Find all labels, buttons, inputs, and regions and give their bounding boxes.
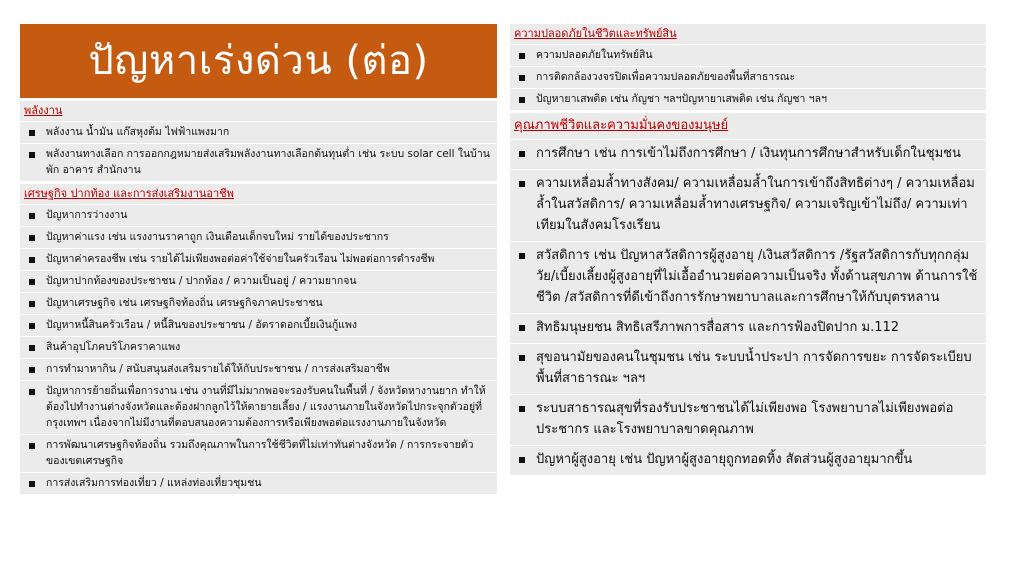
slide-title: ปัญหาเร่งด่วน (ต่อ) (20, 24, 497, 98)
left-column (20, 101, 497, 497)
square-bullet-icon (519, 406, 525, 412)
right-column (510, 24, 986, 478)
list-item: พลังงานทางเลือก การออกกฎหมายส่งเสริมพลังงานทางเลือกต้นทุนต่ำ เช่น ระบบ solar cell ในบ้านพัก อาคาร สำนักงาน (20, 144, 497, 181)
square-bullet-icon (29, 323, 35, 329)
list-item: การติดกล้องวงจรปิดเพื่อความปลอดภัยของพื้นที่สาธารณะ (510, 67, 986, 88)
list-item: ปัญหาผู้สูงอายุ เช่น ปัญหาผู้สูงอายุถูกทอดทิ้ง สัดส่วนผู้สูงอายุมากขึ้น (510, 446, 986, 475)
list-item: การศึกษา เช่น การเข้าไม่ถึงการศึกษา / เงินทุนการศึกษาสำหรับเด็กในชุมชน (510, 140, 986, 169)
economy-section (20, 184, 497, 494)
square-bullet-icon (519, 151, 525, 157)
square-bullet-icon (519, 457, 525, 463)
square-bullet-icon (29, 235, 35, 241)
square-bullet-icon (519, 181, 525, 187)
list-item: ปัญหายาเสพติด เช่น กัญชา ฯลฯปัญหายาเสพติด เช่น กัญชา ฯลฯ (510, 89, 986, 110)
list-item: ปัญหาค่าครองชีพ เช่น รายได้ไม่เพียงพอต่อค่าใช้จ่ายในครัวเรือน ไม่พอต่อการดำรงชีพ (20, 249, 497, 270)
quality-of-life-section (510, 113, 986, 475)
list-item: สวัสดิการ เช่น ปัญหาสวัสดิการผู้สูงอายุ /เงินสวัสดิการ /รัฐสวัสดิการกับทุกกลุ่มวัย/เบี้ยงเลี้ยงผู้สูงอายุที่ไม่เอื้ออำนวยต่อความเป็นจริง ทั้งด้านสุขภาพ ด้านการใช้ชีวิต /สวัสดิการที่ดีเข้าถึงการรักษาพยาบาลและการศึกษาให้กับบุตรหลาน (510, 242, 986, 313)
list-item: สุขอนามัยของคนในชุมชน เช่น ระบบน้ำประปา การจัดการขยะ การจัดระเบียบพื้นที่สาธารณะ ฯลฯ (510, 344, 986, 394)
energy-section-header: พลังงาน (20, 101, 497, 121)
list-item: ปัญหาค่าแรง เช่น แรงงานราคาถูก เงินเดือนเด็กจบใหม่ รายได้ของประชากร (20, 227, 497, 248)
square-bullet-icon (29, 130, 35, 136)
square-bullet-icon (519, 355, 525, 361)
quality-of-life-section-header: คุณภาพชีวิตและความมั่นคงของมนุษย์ (510, 113, 986, 139)
square-bullet-icon (29, 279, 35, 285)
list-item: ระบบสาธารณสุขที่รองรับประชาชนได้ไม่เพียงพอ โรงพยาบาลไม่เพียงพอต่อประชากร และโรงพยาบาลขาดคุณภาพ (510, 395, 986, 445)
safety-section (510, 24, 986, 110)
square-bullet-icon (29, 367, 35, 373)
square-bullet-icon (519, 97, 525, 103)
square-bullet-icon (29, 443, 35, 449)
list-item: สินค้าอุปโภคบริโภคราคาแพง (20, 337, 497, 358)
square-bullet-icon (29, 213, 35, 219)
safety-section-header: ความปลอดภัยในชีวิตและทรัพย์สิน (510, 24, 986, 44)
energy-section (20, 101, 497, 181)
list-item: ปัญหาเศรษฐกิจ เช่น เศรษฐกิจท้องถิ่น เศรษฐกิจภาคประชาชน (20, 293, 497, 314)
square-bullet-icon (519, 53, 525, 59)
square-bullet-icon (519, 75, 525, 81)
list-item: ปัญหาหนี้สินครัวเรือน / หนี้สินของประชาชน / อัตราดอกเบี้ยเงินกู้แพง (20, 315, 497, 336)
square-bullet-icon (29, 301, 35, 307)
list-item: ปัญหาการว่างงาน (20, 205, 497, 226)
list-item: ปัญหาการย้ายถิ่นเพื่อการงาน เช่น งานที่มีไม่มากพอจะรองรับคนในพื้นที่ / จังหวัดหางานยาก ทำให้ต้องไปทำงานต่างจังหวัดและต้องฝากลูกไว้ให้ตายายเลี้ยง / แรงงานภายในจังหวัดไปกระจุกตัวอยู่ที่กรุงเทพฯ เนื่องจากไม่มีงานที่ตอบสนองความต้องการหรือเพียงพอต่อแรงงานภายในจังหวัด (20, 381, 497, 434)
square-bullet-icon (29, 389, 35, 395)
square-bullet-icon (519, 325, 525, 331)
list-item: การทำมาหากิน / สนับสนุนส่งเสริมรายได้ให้กับประชาชน / การส่งเสริมอาชีพ (20, 359, 497, 380)
square-bullet-icon (29, 257, 35, 263)
square-bullet-icon (29, 345, 35, 351)
economy-section-header: เศรษฐกิจ ปากท้อง และการส่งเสริมงานอาชีพ (20, 184, 497, 204)
square-bullet-icon (29, 481, 35, 487)
list-item: การส่งเสริมการท่องเที่ยว / แหล่งท่องเที่ยวชุมชน (20, 473, 497, 494)
list-item: พลังงาน น้ำมัน แก๊สหุงต้ม ไฟฟ้าแพงมาก (20, 122, 497, 143)
square-bullet-icon (29, 152, 35, 158)
list-item: ความปลอดภัยในทรัพย์สิน (510, 45, 986, 66)
square-bullet-icon (519, 253, 525, 259)
list-item: การพัฒนาเศรษฐกิจท้องถิ่น รวมถึงคุณภาพในการใช้ชีวิตที่ไม่เท่าทันต่างจังหวัด / การกระจายตัวของเขตเศรษฐกิจ (20, 435, 497, 472)
list-item: สิทธิมนุษยชน สิทธิเสรีภาพการสื่อสาร และการฟ้องปิดปาก ม.112 (510, 314, 986, 343)
list-item: ปัญหาปากท้องของประชาชน / ปากท้อง / ความเป็นอยู่ / ความยากจน (20, 271, 497, 292)
list-item: ความเหลื่อมล้ำทางสังคม/ ความเหลื่อมล้ำในการเข้าถึงสิทธิต่างๆ / ความเหลื่อมล้ำในสวัสดิการ/ ความเหลื่อมล้ำทางเศรษฐกิจ/ ความเจริญเข้าไม่ถึง/ ความเท่าเทียมในสังคมโรงเรียน (510, 170, 986, 241)
